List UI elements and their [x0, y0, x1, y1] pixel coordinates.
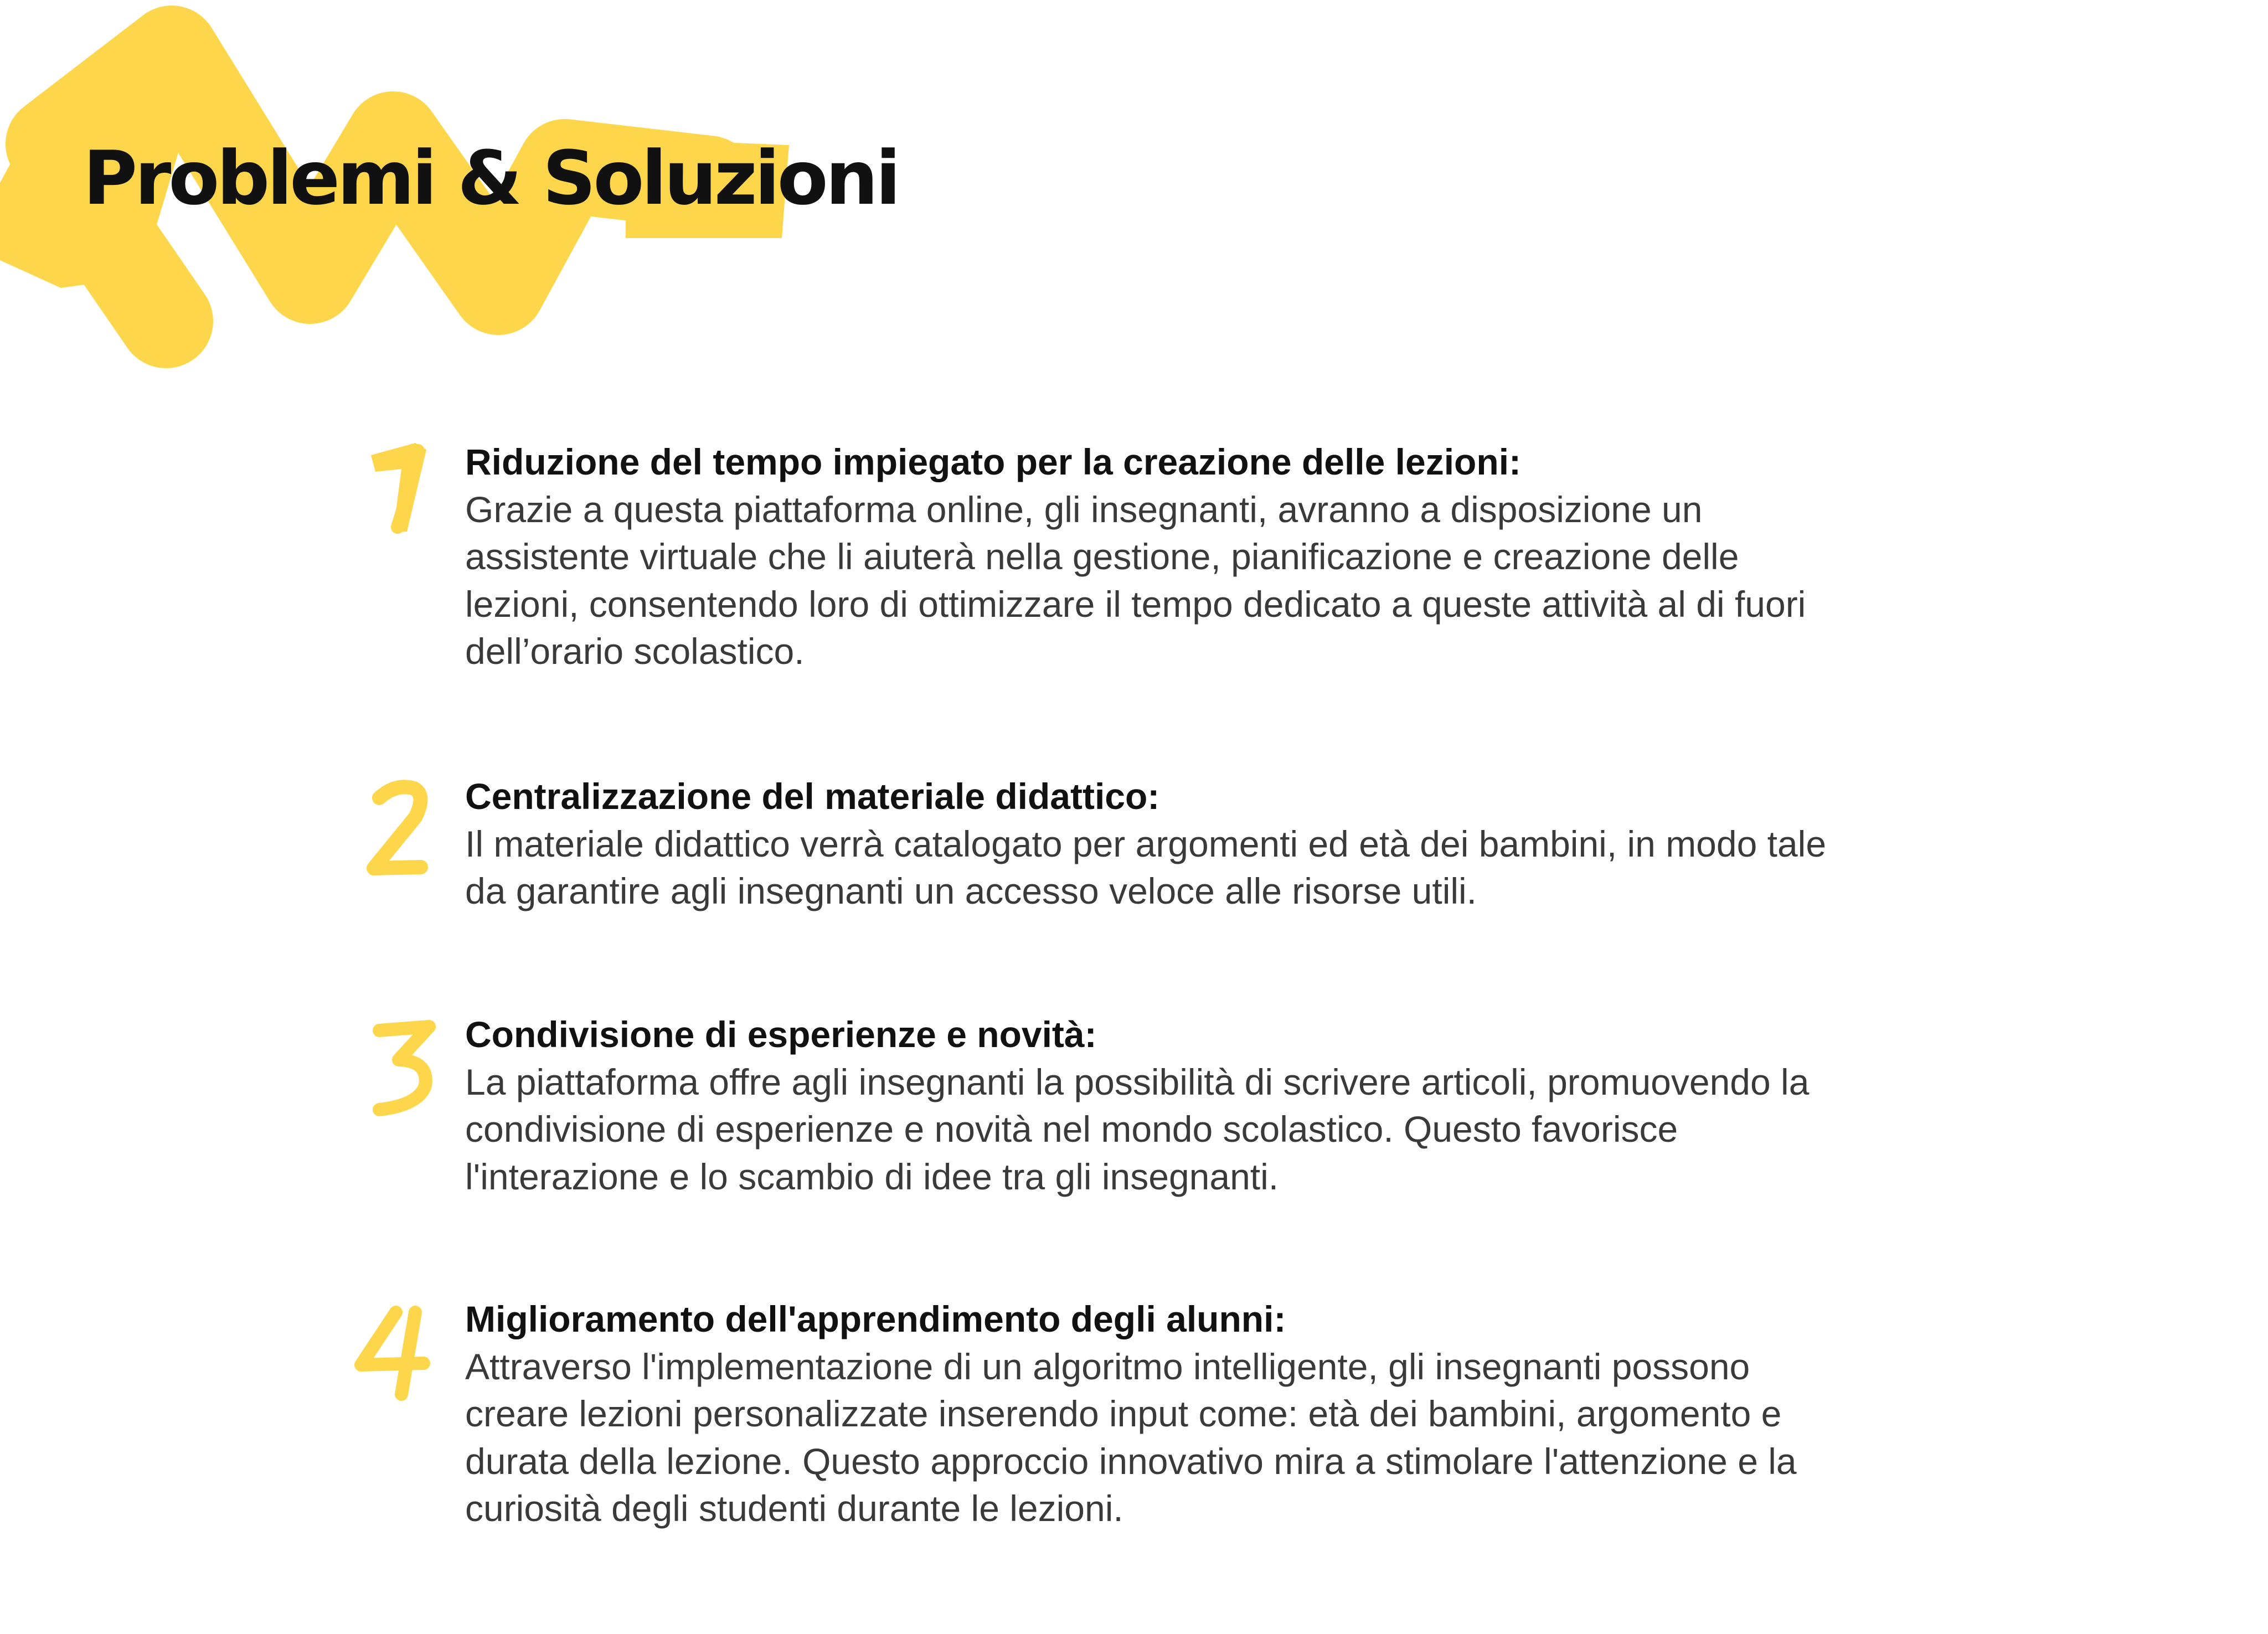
- item-text: Il materiale didattico verrà catalogato per argomenti ed età dei bambini, in modo tale da garantire agli insegnanti un accesso veloce alle risorse utili.: [465, 823, 1827, 911]
- item-content: [465, 1296, 1849, 1533]
- item-heading: Condivisione di esperienze e novità:: [465, 1014, 1097, 1055]
- item-text: Attraverso l'implementazione di un algoritmo intelligente, gli insegnanti possono creare lezioni personalizzate inserendo input come: età dei bambini, argomento e durata della lezione. Questo approccio innovativo mira a stimolare l'attenzione e la curiosità degli studenti durante le lezioni.: [465, 1346, 1797, 1529]
- number-one-icon: [332, 439, 454, 560]
- item-content: [465, 439, 1849, 676]
- number-four-icon: [332, 1296, 454, 1417]
- item-content: [465, 1011, 1849, 1200]
- item-heading: Riduzione del tempo impiegato per la creazione delle lezioni:: [465, 441, 1522, 482]
- number-two-icon: [332, 773, 454, 895]
- item-heading: Miglioramento dell'apprendimento degli alunni:: [465, 1298, 1286, 1339]
- item-content: [465, 773, 1849, 915]
- item-text: La piattaforma offre agli insegnanti la possibilità di scrivere articoli, promuovendo la condivisione di esperienze e novità nel mondo scolastico. Questo favorisce l'interazione e lo scambio di idee tra gli insegnanti.: [465, 1061, 1810, 1197]
- item-heading: Centralizzazione del materiale didattico:: [465, 776, 1160, 817]
- number-three-icon: [332, 1011, 454, 1133]
- page-title: Problemi & Soluzioni: [83, 135, 899, 221]
- item-text: Grazie a questa piattaforma online, gli insegnanti, avranno a disposizione un assistente virtuale che li aiuterà nella gestione, pianificazione e creazione delle lezioni, consentendo loro di ottimizzare il tempo dedicato a queste attività al di fuori dell’orario scolastico.: [465, 488, 1806, 672]
